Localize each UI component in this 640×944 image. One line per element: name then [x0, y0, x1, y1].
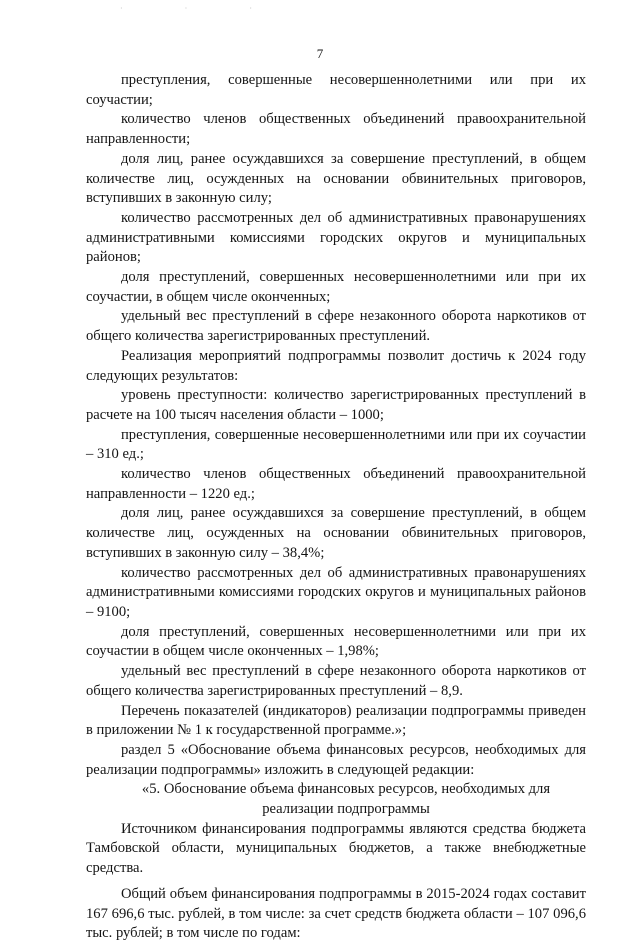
paragraph: количество рассмотренных дел об административных правонарушениях административными комиссиями городских округов и муниципальных районов – 9100; — [86, 564, 586, 620]
paragraph: Реализация мероприятий подпрограммы позволит достичь к 2024 году следующих результатов: — [86, 347, 586, 384]
paragraph: доля лиц, ранее осуждавшихся за совершение преступлений, в общем количестве лиц, осужденных на основании обвинительных приговоров, вступивших в законную силу; — [86, 150, 586, 207]
paragraph: доля преступлений, совершенных несовершеннолетними или при их соучастии, в общем числе оконченных; — [86, 269, 586, 305]
paragraph: Источником финансирования подпрограммы являются средства бюджета Тамбовской области, муниципальных бюджетов, а также внебюджетные средства. — [86, 820, 586, 877]
paragraph: преступления, совершенные несовершеннолетними или при их соучастии – 310 ед.; — [86, 426, 586, 463]
paragraph: удельный вес преступлений в сфере незаконного оборота наркотиков от общего количества зарегистрированных преступлений – 8,9. — [86, 663, 586, 699]
section-heading: «5. Обоснование объема финансовых ресурсов, необходимых для реализации подпрограммы — [141, 781, 551, 818]
paragraph: раздел 5 «Обоснование объема финансовых ресурсов, необходимых для реализации подпрограммы» изложить в следующей редакции: — [86, 741, 586, 778]
document-body — [86, 71, 586, 944]
paragraph: уровень преступности: количество зарегистрированных преступлений в расчете на 100 тысяч населения области – 1000; — [86, 387, 586, 423]
paragraph: удельный вес преступлений в сфере незаконного оборота наркотиков от общего количества зарегистрированных преступлений. — [86, 308, 586, 345]
paragraph: количество членов общественных объединений правоохранительной направленности; — [86, 111, 586, 148]
paragraph: Общий объем финансирования подпрограммы в 2015-2024 годах составит 167 696,6 тыс. рублей, в том числе: за счет средств бюджета области – 107 096,6 тыс. рублей; в том числе по годам: — [86, 885, 586, 942]
paragraph: доля лиц, ранее осуждавшихся за совершение преступлений, в общем количестве лиц, осужденных на основании обвинительных приговоров, вступивших в законную силу – 38,4%; — [86, 505, 586, 561]
scan-artifacts: · · · — [120, 4, 282, 13]
paragraph: количество членов общественных объединений правоохранительной направленности – 1220 ед.; — [86, 466, 586, 502]
paragraph: доля преступлений, совершенных несовершеннолетними или при их соучастии в общем числе оконченных – 1,98%; — [86, 623, 586, 660]
page-number: 7 — [316, 46, 324, 61]
paragraph: преступления, совершенные несовершеннолетними или при их соучастии; — [86, 72, 586, 108]
paragraph: количество рассмотренных дел об административных правонарушениях административными комиссиями городских округов и муниципальных районов; — [86, 209, 586, 266]
paragraph: Перечень показателей (индикаторов) реализации подпрограммы приведен в приложении № 1 к государственной программе.»; — [86, 702, 586, 739]
